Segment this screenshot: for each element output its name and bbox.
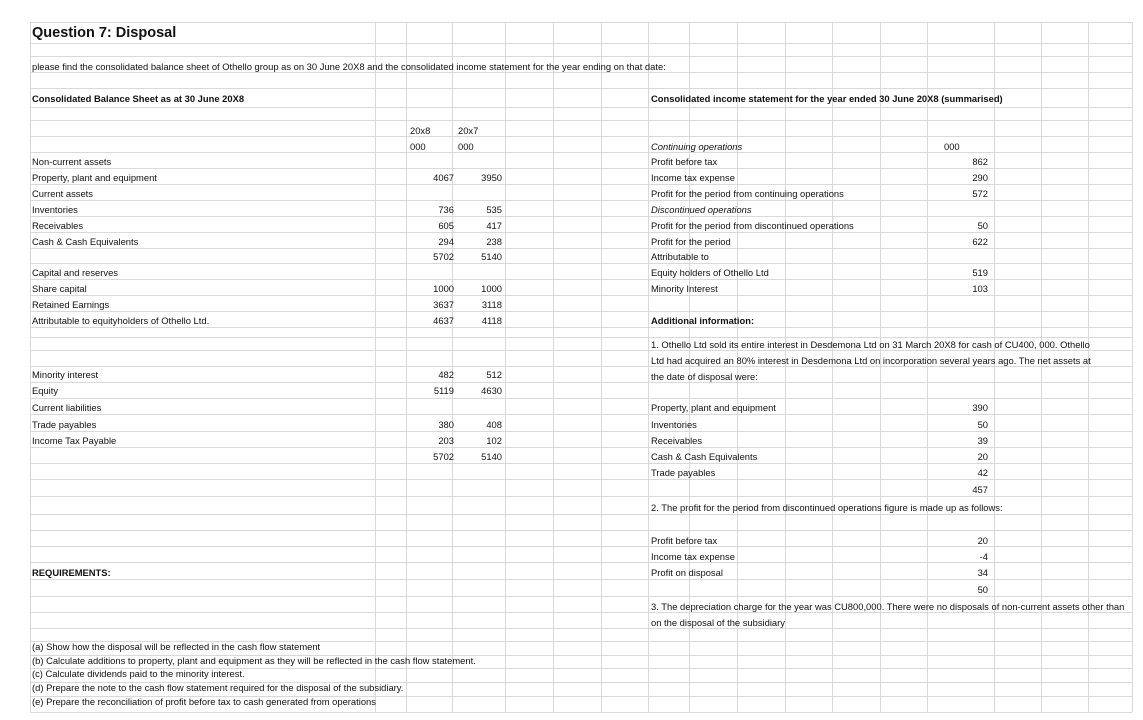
is-row-value: 290 (972, 172, 988, 183)
bs-row-label: Receivables (32, 220, 84, 231)
discontinued-label: Profit on disposal (651, 567, 723, 578)
bs-row-label: Share capital (32, 283, 87, 294)
bs-row-label: Cash & Cash Equivalents (32, 236, 139, 247)
is-row-label: Attributable to (651, 251, 709, 262)
bs-value-20x7: 408 (486, 419, 502, 430)
bs-value-20x8: 736 (438, 204, 454, 215)
net-asset-value: 390 (972, 402, 988, 413)
bs-value-20x7: 512 (486, 369, 502, 380)
bs-row-label: Retained Earnings (32, 299, 110, 310)
bs-value-20x7: 417 (486, 220, 502, 231)
col-header-20x8: 20x8 (410, 125, 431, 136)
net-asset-value: 50 (977, 419, 988, 430)
net-asset-label: Cash & Cash Equivalents (651, 451, 758, 462)
is-row-label: Profit for the period from continuing operations (651, 188, 844, 199)
is-row-label: Discontinued operations (651, 204, 752, 215)
income-unit: 000 (944, 141, 960, 152)
net-asset-label: Inventories (651, 419, 697, 430)
bs-value-20x8: 3637 (433, 299, 454, 310)
bs-value-20x7: 3118 (481, 299, 502, 310)
bs-value-20x7: 5140 (481, 451, 502, 462)
net-asset-label: Property, plant and equipment (651, 402, 776, 413)
bs-value-20x8: 4067 (433, 172, 454, 183)
is-row-value: 50 (977, 220, 988, 231)
bs-row-label: Inventories (32, 204, 78, 215)
note-3: 3. The depreciation charge for the year was CU800,000. There were no disposals of non-current assets other than on the disposal of the subsidiary (651, 601, 1125, 628)
bs-value-20x7: 4118 (481, 315, 502, 326)
requirement-item: (e) Prepare the reconciliation of profit before tax to cash generated from operations (32, 696, 376, 707)
requirement-item: (b) Calculate additions to property, plant and equipment as they will be reflected in the cash flow statement. (32, 655, 476, 666)
bs-row-label: Property, plant and equipment (32, 172, 157, 183)
net-asset-label: Receivables (651, 435, 703, 446)
bs-value-20x8: 203 (438, 435, 454, 446)
is-row-value: 622 (972, 236, 988, 247)
discontinued-value: 34 (977, 567, 988, 578)
is-row-value: 103 (972, 283, 988, 294)
net-asset-value: 457 (972, 484, 988, 495)
is-row-value: 572 (972, 188, 988, 199)
bs-value-20x7: 238 (486, 236, 502, 247)
additional-heading: Additional information: (651, 315, 755, 326)
net-asset-label: Trade payables (651, 467, 716, 478)
bs-value-20x7: 3950 (481, 172, 502, 183)
question-title: Question 7: Disposal (32, 25, 177, 41)
is-row-label: Continuing operations (651, 141, 743, 152)
bs-value-20x8: 5119 (433, 385, 454, 396)
bs-row-label: Current liabilities (32, 402, 102, 413)
is-row-label: Minority Interest (651, 283, 718, 294)
requirements-heading: REQUIREMENTS: (32, 567, 111, 578)
net-asset-value: 39 (977, 435, 988, 446)
unit-20x8: 000 (410, 141, 426, 152)
intro-text: please find the consolidated balance sheet of Othello group as on 30 June 20X8 and the consolidated income statement for the year ending on that date: (32, 61, 666, 72)
is-row-value: 519 (972, 267, 988, 278)
requirement-item: (c) Calculate dividends paid to the minority interest. (32, 668, 245, 679)
bs-value-20x8: 482 (438, 369, 454, 380)
note-2: 2. The profit for the period from discontinued operations figure is made up as follows: (651, 502, 1003, 513)
bs-row-label: Non-current assets (32, 156, 112, 167)
bs-value-20x8: 5702 (433, 251, 454, 262)
bs-row-label: Capital and reserves (32, 267, 118, 278)
discontinued-value: 50 (977, 584, 988, 595)
is-row-label: Equity holders of Othello Ltd (651, 267, 769, 278)
bs-value-20x8: 294 (438, 236, 454, 247)
balance-sheet-heading: Consolidated Balance Sheet as at 30 June 20X8 (32, 93, 245, 104)
requirement-item: (d) Prepare the note to the cash flow statement required for the disposal of the subsidiary. (32, 682, 404, 693)
bs-value-20x8: 1000 (433, 283, 454, 294)
bs-value-20x8: 605 (438, 220, 454, 231)
is-row-value: 862 (972, 156, 988, 167)
discontinued-value: 20 (977, 535, 988, 546)
unit-20x7: 000 (458, 141, 474, 152)
bs-value-20x7: 102 (486, 435, 502, 446)
discontinued-label: Profit before tax (651, 535, 718, 546)
bs-row-label: Current assets (32, 188, 93, 199)
bs-value-20x7: 1000 (481, 283, 502, 294)
requirement-item: (a) Show how the disposal will be reflected in the cash flow statement (32, 641, 321, 652)
bs-row-label: Attributable to equityholders of Othello Ltd. (32, 315, 210, 326)
bs-row-label: Equity (32, 385, 59, 396)
bs-value-20x7: 5140 (481, 251, 502, 262)
bs-row-label: Income Tax Payable (32, 435, 117, 446)
is-row-label: Profit for the period (651, 236, 731, 247)
is-row-label: Profit for the period from discontinued operations (651, 220, 854, 231)
col-header-20x7: 20x7 (458, 125, 479, 136)
note-1: 1. Othello Ltd sold its entire interest in Desdemona Ltd on 31 March 20X8 for cash of CU400, 000. Othello Ltd had acquired an 80% interest in Desdemona Ltd on incorporation several years ago. The net assets at the date of disposal were: (651, 339, 1091, 382)
is-row-label: Income tax expense (651, 172, 735, 183)
bs-value-20x8: 5702 (433, 451, 454, 462)
bs-value-20x7: 4630 (481, 385, 502, 396)
bs-value-20x8: 4637 (433, 315, 454, 326)
bs-row-label: Trade payables (32, 419, 97, 430)
bs-value-20x8: 380 (438, 419, 454, 430)
bs-value-20x7: 535 (486, 204, 502, 215)
income-statement-heading: Consolidated income statement for the year ended 30 June 20X8 (summarised) (651, 93, 1003, 104)
net-asset-value: 20 (977, 451, 988, 462)
discontinued-value: -4 (979, 551, 988, 562)
discontinued-label: Income tax expense (651, 551, 735, 562)
bs-row-label: Minority interest (32, 369, 99, 380)
is-row-label: Profit before tax (651, 156, 718, 167)
net-asset-value: 42 (977, 467, 988, 478)
